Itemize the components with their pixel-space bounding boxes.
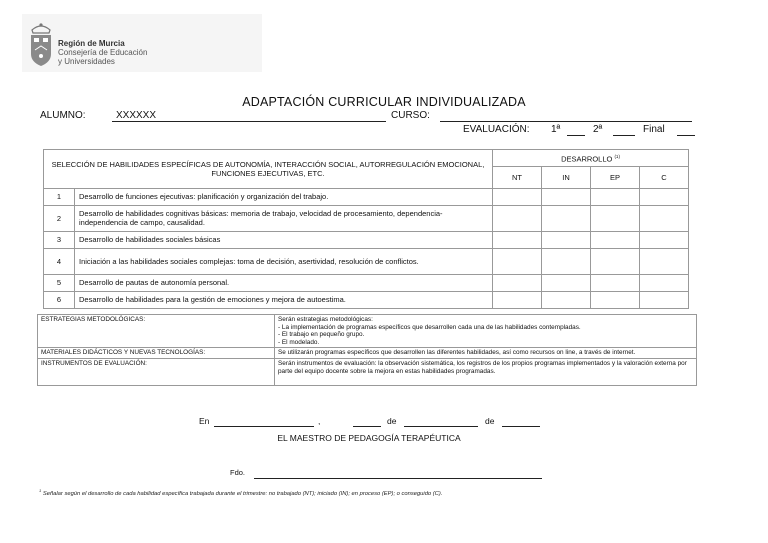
cell-c[interactable]: [640, 248, 689, 274]
development-header: DESARROLLO $^{(1)}$: [493, 150, 689, 167]
cell-ep[interactable]: [591, 188, 640, 205]
instruments-text: Serán instrumentos de evaluación: la observación sistemática, los registros de los propios programas implementados y la valoración externa por parte del equipo docente sobre la mejora en estas habilidades programadas.: [275, 358, 697, 385]
cell-in[interactable]: [542, 291, 591, 308]
evaluation-option-1: 1ª: [551, 124, 561, 135]
instruments-row: [38, 358, 697, 385]
region-crest-icon: [26, 20, 56, 68]
cell-c[interactable]: [640, 205, 689, 231]
strategies-label: ESTRATEGIAS METODOLÓGICAS:: [38, 315, 275, 348]
skill-row: 2 Desarrollo de habilidades cognitivas básicas: memoria de trabajo, velocidad de procesamiento, dependencia- independencia de campo, causalidad.: [44, 205, 689, 231]
cell-in[interactable]: [542, 248, 591, 274]
course-line: [440, 121, 692, 122]
document-title: ADAPTACIÓN CURRICULAR INDIVIDUALIZADA: [242, 95, 526, 109]
column-nt: NT: [493, 166, 542, 188]
cell-nt[interactable]: [493, 205, 542, 231]
column-in: IN: [542, 166, 591, 188]
signature-line[interactable]: [254, 478, 542, 479]
column-c: C: [640, 166, 689, 188]
evaluation-option-final: Final: [643, 124, 665, 135]
year-line[interactable]: [502, 426, 540, 427]
place-line[interactable]: [214, 426, 314, 427]
organization-name: Región de Murcia Consejería de Educación y Universidades: [58, 39, 148, 66]
skill-row: 4 Iniciación a las habilidades sociales complejas: toma de decisión, asertividad, resolución de conflictos.: [44, 248, 689, 274]
skill-row: 5 Desarrollo de pautas de autonomía personal.: [44, 274, 689, 291]
materials-row: [38, 348, 697, 359]
skill-row: 1 Desarrollo de funciones ejecutivas: planificación y organización del trabajo.: [44, 188, 689, 205]
cell-ep[interactable]: [591, 231, 640, 248]
cell-in[interactable]: [542, 205, 591, 231]
cell-in[interactable]: [542, 274, 591, 291]
of-label-1: de: [387, 416, 397, 426]
of-label-2: de: [485, 416, 495, 426]
cell-ep[interactable]: [591, 291, 640, 308]
teacher-title: EL MAESTRO DE PEDAGOGÍA TERAPÉUTICA: [277, 433, 461, 443]
evaluation-label: EVALUACIÓN:: [463, 124, 530, 135]
evaluation-line-2: [613, 135, 635, 136]
skills-header-left: SELECCIÓN DE HABILIDADES ESPECÍFICAS DE AUTONOMÍA, INTERACCIÓN SOCIAL, AUTORREGULACIÓN EMOCIONAL, FUNCIONES EJECUTIVAS, ETC.: [44, 150, 493, 189]
skills-header-row: [44, 150, 689, 167]
column-ep: EP: [591, 166, 640, 188]
place-label: En: [199, 416, 210, 426]
cell-nt[interactable]: [493, 231, 542, 248]
skill-row: 3 Desarrollo de habilidades sociales básicas: [44, 231, 689, 248]
evaluation-option-2: 2ª: [593, 124, 603, 135]
evaluation-line-final: [677, 135, 695, 136]
signature-label: Fdo.: [230, 468, 246, 477]
cell-nt[interactable]: [493, 291, 542, 308]
cell-nt[interactable]: [493, 274, 542, 291]
student-value: XXXXXX: [116, 110, 157, 121]
cell-ep[interactable]: [591, 274, 640, 291]
evaluation-line-1: [567, 135, 585, 136]
cell-ep[interactable]: [591, 205, 640, 231]
cell-nt[interactable]: [493, 248, 542, 274]
cell-ep[interactable]: [591, 248, 640, 274]
strategies-text: Serán estrategias metodológicas: - La implementación de programas específicos que desarrollen cada una de las habilidades contempladas. - El trabajo en pequeño grupo. - El modelado.: [275, 315, 697, 348]
cell-nt[interactable]: [493, 188, 542, 205]
cell-c[interactable]: [640, 291, 689, 308]
methods-table: [37, 314, 697, 386]
day-line[interactable]: [353, 426, 381, 427]
strategies-row: [38, 315, 697, 348]
student-label: ALUMNO:: [40, 110, 86, 121]
skill-row: 6 Desarrollo de habilidades para la gestión de emociones y mejora de autoestima.: [44, 291, 689, 308]
course-label: CURSO:: [391, 110, 430, 121]
instruments-label: INSTRUMENTOS DE EVALUACIÓN:: [38, 358, 275, 385]
month-line[interactable]: [404, 426, 478, 427]
footnote: $^1$ Señalar según el desarrollo de cada habilidad específica trabajada durante el trimestre: no trabajado (NT); iniciado (IN); en proceso (EP); o conseguido (C).: [39, 488, 443, 497]
cell-in[interactable]: [542, 231, 591, 248]
student-line: [112, 121, 386, 122]
cell-c[interactable]: [640, 231, 689, 248]
materials-text: Se utilizarán programas específicos que desarrollen las diferentes habilidades, así como recursos on line, a través de internet.: [275, 348, 697, 359]
materials-label: MATERIALES DIDÁCTICOS Y NUEVAS TECNOLOGÍAS:: [38, 348, 275, 359]
cell-c[interactable]: [640, 188, 689, 205]
skills-table: [43, 149, 689, 309]
cell-in[interactable]: [542, 188, 591, 205]
cell-c[interactable]: [640, 274, 689, 291]
